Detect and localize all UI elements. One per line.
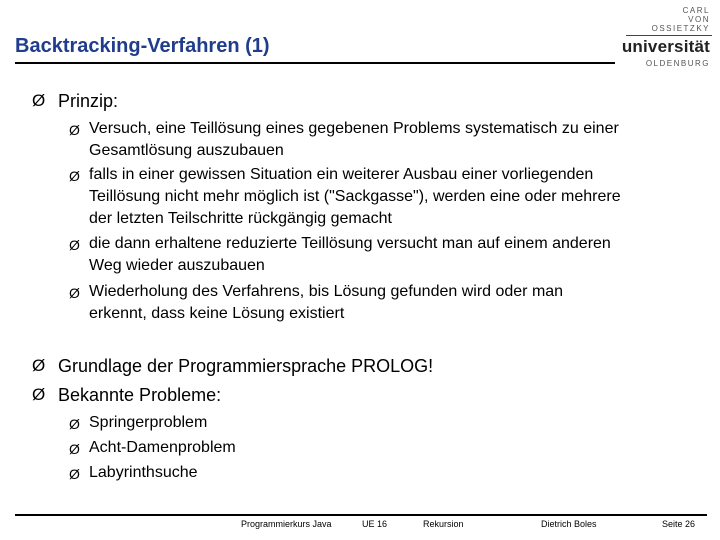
footer-course: Programmierkurs Java [241,519,332,529]
line: Weg wieder auszubauen [89,257,265,274]
sub-bullet-text [89,233,611,277]
sub-bullet-text [89,281,563,325]
line: der letzten Teilschritte rückgängig gemacht [89,210,392,227]
sub-bullet-text [89,164,621,230]
sub-bullet [69,233,704,277]
bullet-arrow-icon: Ø [69,168,80,184]
footer-author: Dietrich Boles [541,519,597,529]
bullet-arrow-icon: Ø [69,285,80,301]
bullet-arrow-icon: Ø [32,91,46,110]
bullet-text: Bekannte Probleme: [58,385,222,405]
line: Gesamtlösung auszubauen [89,142,284,159]
sub-bullet [69,118,704,162]
bullet-grundlage [32,356,433,377]
bullet-arrow-icon: Ø [69,237,80,253]
sub-bullet [69,462,704,485]
sub-bullet [69,412,704,435]
footer-page: Seite 26 [662,519,696,529]
bullet-arrow-icon: Ø [69,441,80,457]
bullet-text: Grundlage der Programmiersprache PROLOG! [58,356,434,376]
line: die dann erhaltene reduzierte Teillösung versucht man auf einem anderen [89,235,611,252]
line: Teillösung nicht mehr möglich ist ("Sackgasse"), werden eine oder mehrere [89,188,621,205]
bullet-prinzip [32,91,118,112]
sub-bullet [69,164,704,230]
sub-bullet-text [89,118,619,162]
bullet-arrow-icon: Ø [69,416,80,432]
footer-unit: UE 16 [362,519,388,529]
bullet-arrow-icon: Ø [69,122,80,138]
logo-line-von: VON [688,15,710,24]
sub-bullet [69,281,704,325]
line: erkennt, dass keine Lösung existiert [89,305,345,322]
bullet-arrow-icon: Ø [32,385,46,404]
line: Wiederholung des Verfahrens, bis Lösung gefunden wird oder man [89,283,564,300]
bullet-text: Prinzip: [58,91,119,111]
footer-rule [15,514,707,516]
logo-line-oldenburg: OLDENBURG [645,59,710,68]
title-underline [15,62,615,64]
bullet-arrow-icon: Ø [32,356,46,375]
sub-bullet-text: Acht-Damenproblem [89,439,236,456]
university-logo [620,6,712,70]
sub-bullet-text: Springerproblem [89,414,208,431]
sub-bullet-text: Labyrinthsuche [89,464,198,481]
slide-title: Backtracking-Verfahren (1) [15,35,270,57]
sub-bullet [69,437,704,460]
line: Versuch, eine Teillösung eines gegebenen Problems systematisch zu einer [89,120,619,137]
bullet-bekannte-probleme [32,385,221,406]
line: falls in einer gewissen Situation ein weiterer Ausbau einer vorliegenden [89,166,594,183]
footer-topic: Rekursion [423,519,464,529]
logo-line-carl: CARL [682,6,710,15]
bullet-arrow-icon: Ø [69,466,80,482]
logo-universitaet: universität [621,37,710,56]
logo-rule-top [626,35,712,36]
logo-line-ossietzky: OSSIETZKY [651,24,710,33]
